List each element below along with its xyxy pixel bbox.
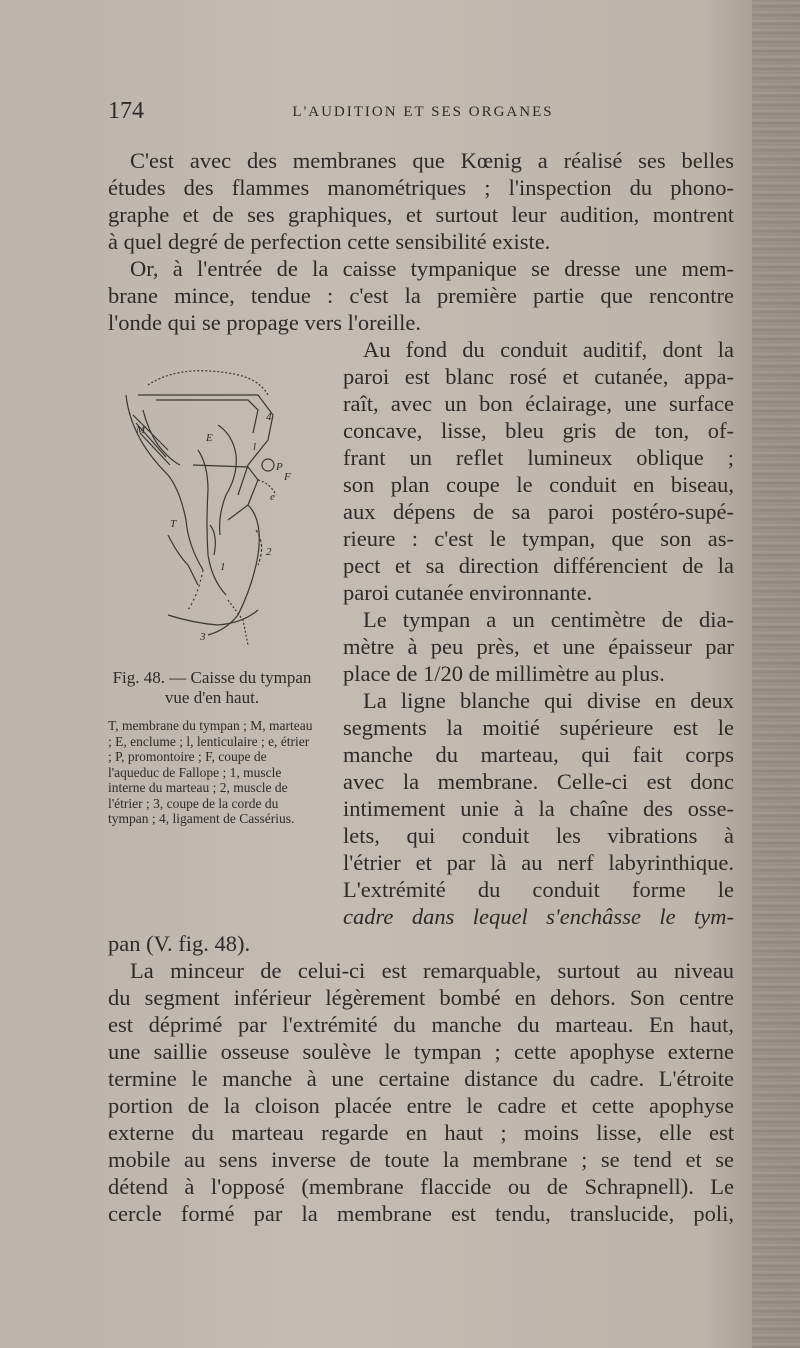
text-line: pan (V. fig. 48).: [108, 931, 251, 956]
text-line: C'est avec des membranes que Kœnig a réalisé ses belles: [130, 148, 734, 173]
text-line: La ligne blanche qui divise en deux: [363, 688, 734, 713]
running-title: L'AUDITION ET SES ORGANES: [292, 104, 554, 120]
text-line: intimement unie à la chaîne des osse-: [343, 796, 734, 821]
figure-label-f: F: [284, 471, 291, 483]
text-line: segments la moitié supérieure est le: [343, 715, 734, 740]
text-line: Or, à l'entrée de la caisse tympanique se dresse une mem-: [130, 256, 734, 281]
text-line: une saillie osseuse soulève le tympan ; cette apophyse externe: [108, 1039, 734, 1064]
text-line: cadre dans lequel s'enchâsse le tym-: [343, 904, 734, 929]
figure-label-e: E: [206, 432, 213, 444]
text-line: à quel degré de perfection cette sensibilité existe.: [108, 229, 551, 254]
text-line: Le tympan a un centimètre de dia-: [363, 607, 734, 632]
figure-label-2: 2: [266, 546, 272, 558]
text-line: est déprimé par l'extrémité du manche du marteau. En haut,: [108, 1012, 734, 1037]
page-edge-shadow: [752, 0, 800, 1348]
text-line: manche du marteau, qui fait corps: [343, 742, 734, 767]
text-line: lets, qui conduit les vibrations à: [343, 823, 734, 848]
page-number: 174: [108, 98, 144, 124]
text-line: externe du marteau regarde en haut ; moins lisse, elle est: [108, 1120, 734, 1145]
text-line: détend à l'opposé (membrane flaccide ou de Schrapnell). Le: [108, 1174, 734, 1199]
text-line: La minceur de celui-ci est remarquable, surtout au niveau: [130, 958, 734, 983]
figure-caption-title: Fig. 48. — Caisse du tympan vue d'en haut.: [112, 668, 312, 707]
text-line: place de 1/20 de millimètre au plus.: [343, 661, 665, 686]
text-line: études des flammes manométriques ; l'inspection du phono-: [108, 175, 734, 200]
figure-label-4: 4: [266, 411, 272, 423]
text-line: concave, lisse, bleu gris de ton, of-: [343, 418, 734, 443]
text-line: mètre à peu près, et une épaisseur par: [343, 634, 734, 659]
text-line: brane mince, tendue : c'est la première partie que rencontre: [108, 283, 734, 308]
text-line: l'étrier et par là au nerf labyrinthique.: [343, 850, 734, 875]
figure-label-e-lower: e: [270, 491, 275, 503]
text-line: Au fond du conduit auditif, dont la: [363, 337, 734, 362]
figure-label-l: l: [253, 441, 257, 453]
tympanic-cavity-illustration: [108, 355, 318, 665]
text-line: raît, avec un bon éclairage, une surface: [343, 391, 734, 416]
text-line: portion de la cloison placée entre le cadre et cette apophyse: [108, 1093, 734, 1118]
text-line: pect et sa direction différencient de la: [343, 553, 734, 578]
text-line: aux dépens de sa paroi postéro-supé-: [343, 499, 734, 524]
text-line: mobile au sens inverse de toute la membrane ; se tend et se: [108, 1147, 734, 1172]
text-line: termine le manche à une certaine distance du cadre. L'étroite: [108, 1066, 734, 1091]
text-line: L'extrémité du conduit forme le: [343, 877, 734, 902]
text-line: son plan coupe le conduit en biseau,: [343, 472, 734, 497]
figure-label-t: T: [170, 518, 177, 530]
text-line: graphe et de ses graphiques, et surtout leur audition, montrent: [108, 202, 734, 227]
text-line: frant un reflet lumineux oblique ;: [343, 445, 734, 470]
text-line: avec la membrane. Celle-ci est donc: [343, 769, 734, 794]
figure-caption-body: T, membrane du tympan ; M, marteau ; E, enclume ; l, lenticulaire ; e, étrier ; P, promontoire ; F, coupe de l'aqueduc de Fallope ; 1, muscle interne du marteau ; 2, muscle de l'étrier ; 3, coupe de la corde du tympan ; 4, ligament de Cassérius.: [108, 718, 313, 826]
text-line: l'onde qui se propage vers l'oreille.: [108, 310, 422, 335]
figure-label-1: 1: [220, 561, 226, 573]
text-line: du segment inférieur légèrement bombé en dehors. Son centre: [108, 985, 734, 1010]
figure-label-p: P: [276, 461, 283, 473]
text-line: rieure : c'est le tympan, que son as-: [343, 526, 734, 551]
text-line: paroi est blanc rosé et cutanée, appa-: [343, 364, 734, 389]
figure-label-m: M: [136, 424, 146, 436]
page-header: [108, 98, 738, 128]
text-line: paroi cutanée environnante.: [343, 580, 593, 605]
figure-label-3: 3: [200, 631, 206, 643]
text-line: cercle formé par la membrane est tendu, translucide, poli,: [108, 1201, 734, 1226]
